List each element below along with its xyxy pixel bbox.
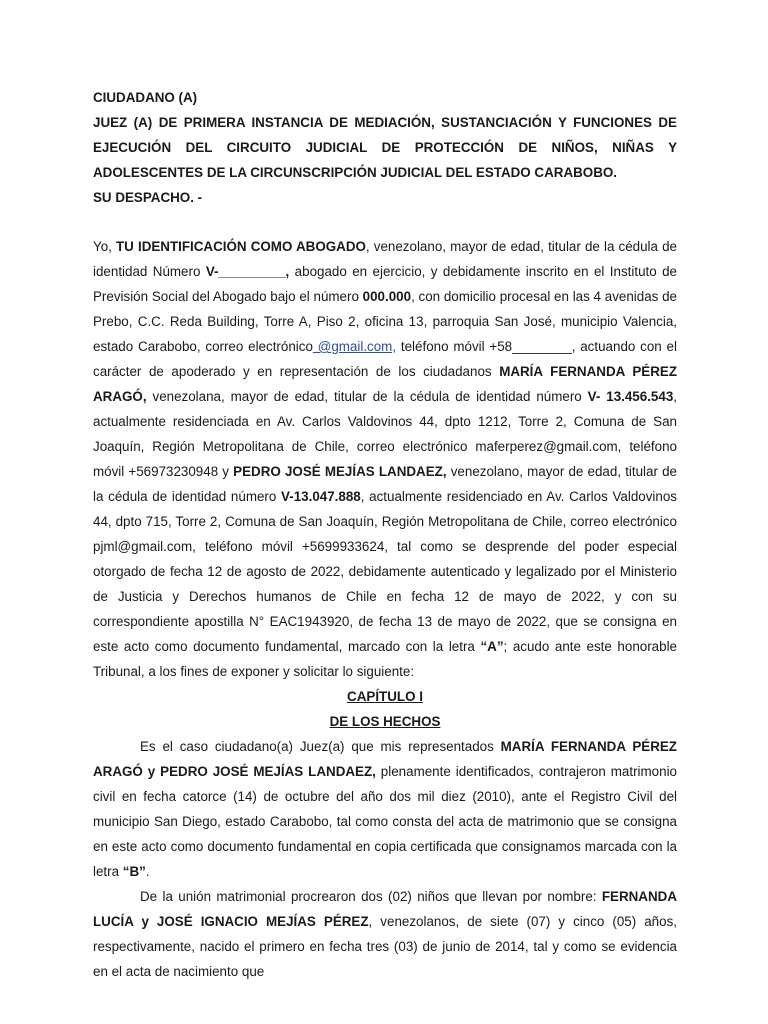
bold-text: “A” (480, 639, 504, 654)
header-line-citizen: CIUDADANO (A) (93, 90, 198, 105)
bold-text: MARÍA FERNANDA PÉREZ ARAGÓ, (93, 364, 678, 404)
text: ; acudo ante este honorable Tribunal, a los fines de exponer y solicitar lo siguiente: (93, 639, 677, 679)
text: , venezolano, mayor de edad, titular de la cédula de identidad Número (93, 239, 677, 279)
chapter-title: CAPÍTULO I (347, 689, 423, 704)
bold-text: V- 13.456.543 (587, 389, 674, 404)
bold-text: V-13.047.888 (281, 489, 361, 504)
facts-paragraph-2 (93, 884, 677, 984)
text: , actualmente residenciada en Av. Carlos Valdovinos 44, dpto 1212, Torre 2, Comuna de San Joaquín, Región Metropolitana de Chile, correo electrónico maferperez@gmail.com, teléfono móvil +56973230948 y (93, 389, 678, 479)
text: venezolana, mayor de edad, titular de la cédula de identidad número (146, 389, 588, 404)
text: , venezolanos, de siete (07) y cinco (05) años, respectivamente, nacido el primero en fecha tres (03) de junio de 2014, tal y como se evidencia en el acta de nacimiento que (93, 914, 677, 979)
intro-paragraph (93, 234, 677, 684)
header-line-judge: JUEZ (A) DE PRIMERA INSTANCIA DE MEDIACIÓN, SUSTANCIACIÓN Y FUNCIONES DE EJECUCIÓN DEL CIRCUITO JUDICIAL DE PROTECCIÓN DE NIÑOS, NIÑAS Y ADOLESCENTES DE LA CIRCUNSCRIPCIÓN JUDICIAL DEL ESTADO CARABOBO. (93, 115, 677, 180)
text: , con domicilio procesal en las 4 avenidas de Prebo, C.C. Reda Building, Torre A, Piso 2, oficina 13, parroquia San José, municipio Valencia, estado Carabobo, correo electrónico (93, 289, 677, 354)
bold-text: FERNANDA LUCÍA y JOSÉ IGNACIO MEJÍAS PÉREZ (93, 889, 677, 929)
bold-text: MARÍA FERNANDA PÉREZ ARAGÓ y PEDRO JOSÉ MEJÍAS LANDAEZ, (93, 739, 677, 779)
header-line-office: SU DESPACHO. - (93, 190, 203, 205)
text: Es el caso ciudadano(a) Juez(a) que mis representados (140, 739, 501, 754)
bold-text: TU IDENTIFICACIÓN COMO ABOGADO (116, 239, 366, 254)
facts-paragraph-1 (93, 734, 677, 884)
text: abogado en ejercicio, y debidamente inscrito en el Instituto de Previsión Social del Abogado bajo el número (93, 264, 678, 304)
bold-text: PEDRO JOSÉ MEJÍAS LANDAEZ, (233, 464, 447, 479)
text: Yo, (93, 239, 116, 254)
text: teléfono móvil +58________, actuando con el carácter de apoderado y en representación de los ciudadanos (93, 339, 677, 379)
text: . (145, 864, 150, 879)
text: plenamente identificados, contrajeron matrimonio civil en fecha catorce (14) de octubre del año dos mil diez (2010), ante el Registro Civil del municipio San Diego, estado Carabobo, tal como consta del acta de matrimonio que se consigna en este acto como documento fundamental en copia certificada que consignamos marcada con la letra (93, 764, 677, 879)
bold-text: V-_________, (205, 264, 290, 279)
text: venezolano, mayor de edad, titular de la cédula de identidad número (93, 464, 677, 504)
email-link[interactable]: @gmail.com, (312, 339, 397, 354)
document-body (93, 234, 677, 984)
bold-text: “B” (122, 864, 146, 879)
chapter-subtitle: DE LOS HECHOS (329, 714, 441, 729)
bold-text: 000.000 (362, 289, 412, 304)
text: , actualmente residenciado en Av. Carlos Valdovinos 44, dpto 715, Torre 2, Comuna de San Joaquín, Región Metropolitana de Chile, correo electrónico pjml@gmail.com, teléfono móvil +5699933624, tal como se desprende del poder especial otorgado de fecha 12 de agosto de 2022, debidamente autenticado y legalizado por el Ministerio de Justicia y Derechos humanos de Chile en fecha 12 de mayo de 2022, y con su correspondiente apostilla N° EAC1943920, de fecha 13 de mayo de 2022, que se consigna en este acto como documento fundamental, marcado con la letra (93, 489, 677, 654)
addressee-header (93, 85, 677, 210)
text: De la unión matrimonial procrearon dos (02) niños que llevan por nombre: (140, 889, 602, 904)
